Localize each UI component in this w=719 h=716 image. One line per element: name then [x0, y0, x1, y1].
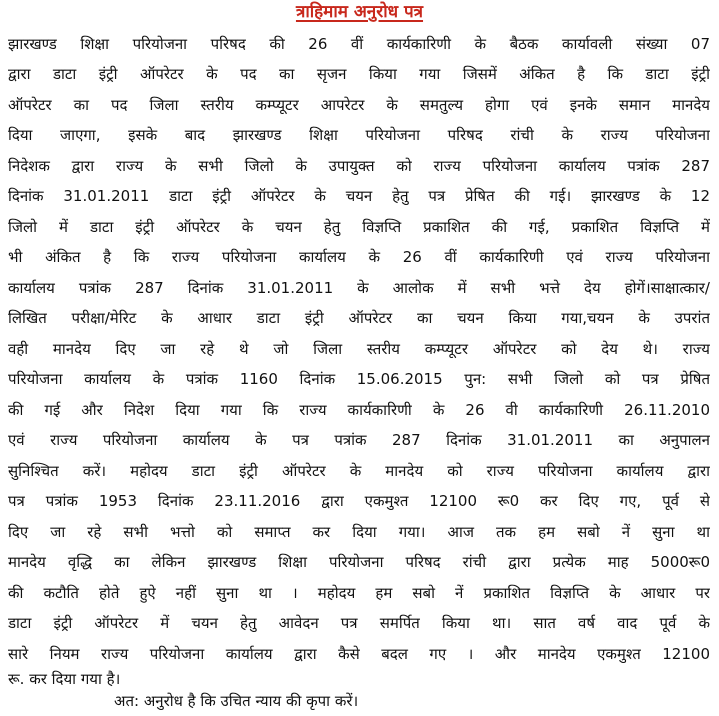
document-title: त्राहिमाम अनुरोध पत्र — [295, 2, 424, 22]
paragraph-line: वही मानदेय दिए जा रहे थे जो जिला स्तरीय कम्प्यूटर ऑपरेटर को देय थे। राज्य — [8, 340, 710, 358]
paragraph-line: परियोजना कार्यालय के पत्रांक 1160 दिनांक 15.06.2015 पुन: सभी जिलो को पत्र प्रेषित — [8, 370, 710, 388]
paragraph-line: मानदेय वृद्धि का लेकिन झारखण्ड शिक्षा परियोजना परिषद रांची द्वारा प्रत्येक माह 5000रू0 — [8, 553, 710, 571]
paragraph-line: दिया जाएगा, इसके बाद झारखण्ड शिक्षा परियोजना परिषद रांची के राज्य परियोजना — [8, 126, 710, 144]
paragraph-line: डाटा इंट्री ऑपरेटर में चयन हेतु आवेदन पत्र समर्पित किया था। सात वर्ष वाद पूर्व के — [8, 614, 710, 632]
paragraph-line: ऑपरेटर का पद जिला स्तरीय कम्प्यूटर आपरेटर के समतुल्य होगा एवं इनके समान मानदेय — [8, 96, 710, 114]
paragraph-line: द्वारा डाटा इंट्री ऑपरेटर के पद का सृजन किया गया जिसमें अंकित है कि डाटा इंट्री — [8, 65, 710, 83]
paragraph-line: पत्र पत्रांक 1953 दिनांक 23.11.2016 द्वारा एकमुश्त 12100 रू0 कर दिए गए, पूर्व से — [8, 492, 710, 510]
paragraph-line: की गई और निदेश दिया गया कि राज्य कार्यकारिणी के 26 वी कार्यकारिणी 26.11.2010 — [8, 401, 710, 419]
paragraph-line: दिनांक 31.01.2011 डाटा इंट्री ऑपरेटर के चयन हेतु पत्र प्रेषित की गई। झारखण्ड के 12 — [8, 187, 710, 205]
paragraph-line: कार्यालय पत्रांक 287 दिनांक 31.01.2011 के आलोक में सभी भत्ते देय होगें।साक्षात्कार/ — [8, 279, 710, 297]
paragraph-line: भी अंकित है कि राज्य परियोजना कार्यालय के 26 वीं कार्यकारिणी एवं राज्य परियोजना — [8, 248, 710, 266]
paragraph-line: जिलो में डाटा इंट्री ऑपरेटर के चयन हेतु विज्ञप्ति प्रकाशित की गई, प्रकाशित विज्ञप्ति में — [8, 218, 710, 236]
paragraph-line: सुनिश्चित करें। महोदय डाटा इंट्री ऑपरेटर के मानदेय को राज्य परियोजना कार्यालय द्वारा — [8, 462, 710, 480]
paragraph-line: एवं राज्य परियोजना कार्यालय के पत्र पत्रांक 287 दिनांक 31.01.2011 का अनुपालन — [8, 431, 710, 449]
paragraph-line: दिए जा रहे सभी भत्तो को समाप्त कर दिया गया। आज तक हम सबो नें सुना था — [8, 523, 710, 541]
paragraph-line: झारखण्ड शिक्षा परियोजना परिषद की 26 वीं कार्यकारिणी के बैठक कार्यावली संख्या 07 — [8, 35, 710, 53]
paragraph-line: की कटौति होते हुऐ नहीं सुना था । महोदय हम सबो नें प्रकाशित विज्ञप्ति के आधार पर — [8, 584, 710, 602]
paragraph-line: निदेशक द्वारा राज्य के सभी जिलो के उपायुक्त को राज्य परियोजना कार्यालय पत्रांक 287 — [8, 157, 710, 175]
closing-request-line: अत: अनुरोध है कि उचित न्याय की कृपा करें। — [114, 692, 359, 710]
paragraph-line: रू. कर दिया गया है। — [8, 670, 121, 688]
paragraph-line: सारे नियम राज्य परियोजना कार्यालय द्वारा कैसे बदल गए । और मानदेय एकमुश्त 12100 — [8, 645, 710, 663]
paragraph-line: लिखित परीक्षा/मेरिट के आधार डाटा इंट्री ऑपरेटर का चयन किया गया,चयन के उपरांत — [8, 309, 710, 327]
